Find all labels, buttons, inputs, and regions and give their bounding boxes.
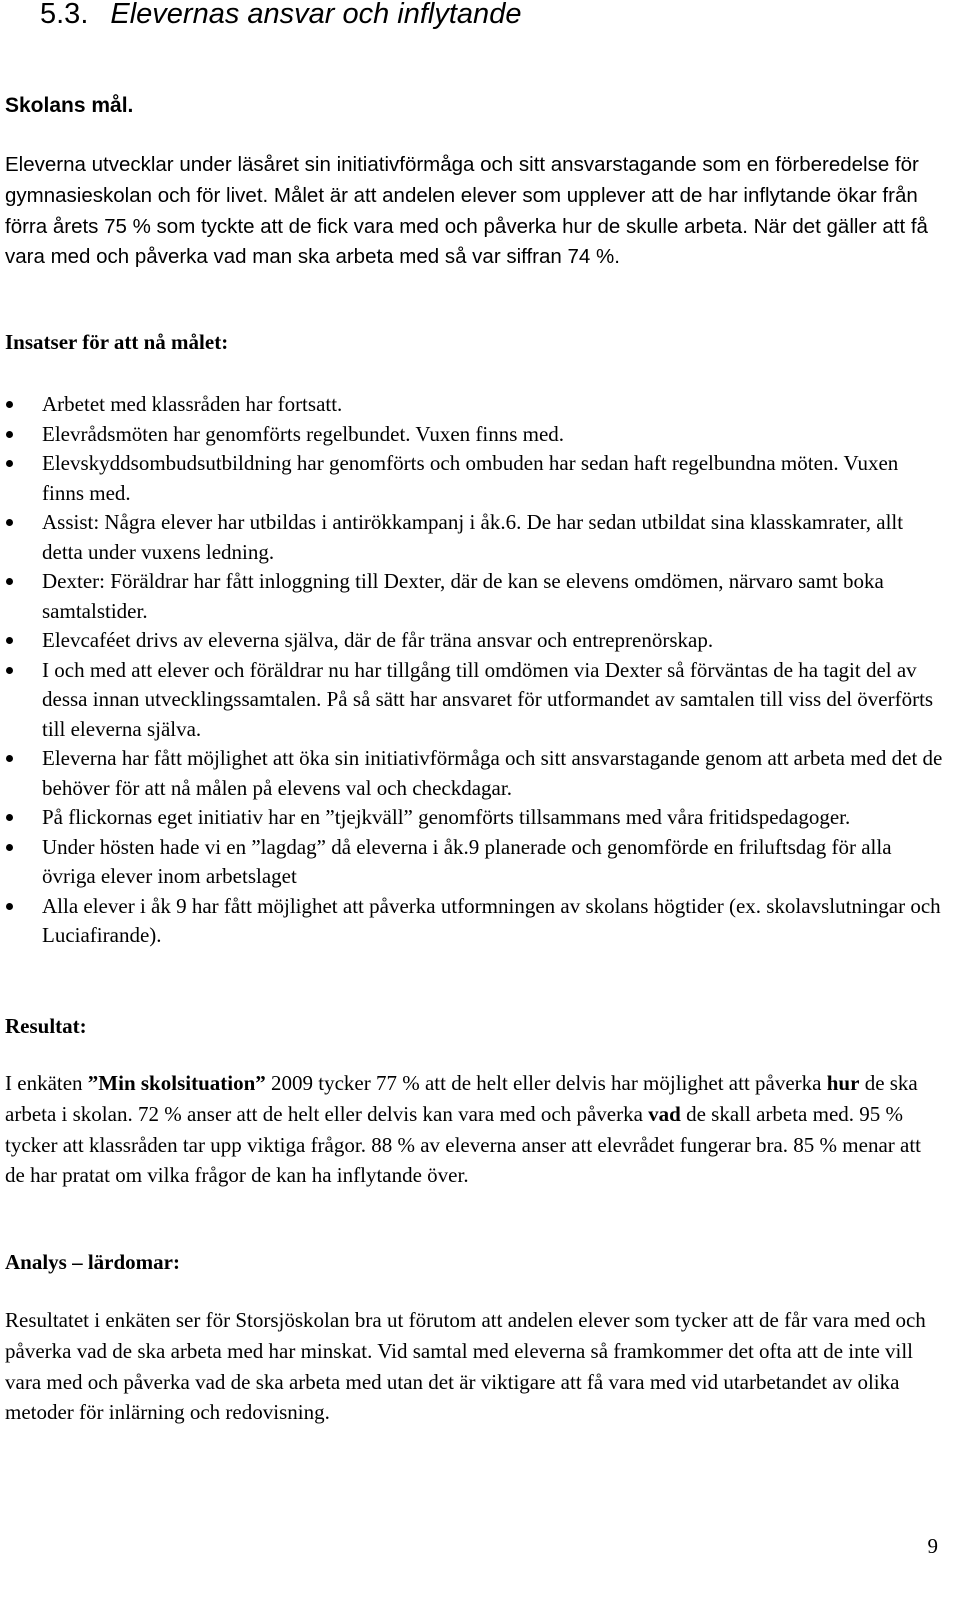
list-item: Elevcaféet drivs av eleverna själva, där de får träna ansvar och entreprenörskap. bbox=[5, 626, 945, 656]
page-number: 9 bbox=[927, 1534, 938, 1558]
result-text-part: 2009 tycker 77 % att de helt eller delvis har möjlighet att påverka bbox=[265, 1071, 827, 1095]
list-item: Assist: Några elever har utbildas i antirökkampanj i åk.6. De har sedan utbildat sina klasskamrater, allt detta under vuxens ledning. bbox=[5, 508, 945, 567]
section-heading bbox=[40, 0, 521, 34]
list-item: Elevrådsmöten har genomförts regelbundet. Vuxen finns med. bbox=[5, 420, 945, 450]
emphasis-hur: hur bbox=[826, 1071, 860, 1095]
actions-heading: Insatser för att nå målet: bbox=[5, 330, 229, 354]
actions-list bbox=[5, 390, 945, 951]
list-item: Eleverna har fått möjlighet att öka sin initiativförmåga och sitt ansvarstagande genom att arbeta med det de behöver för att nå målen på elevens val och checkdagar. bbox=[5, 744, 945, 803]
analysis-heading: Analys – lärdomar: bbox=[5, 1250, 180, 1274]
list-item: På flickornas eget initiativ har en ”tjejkväll” genomförts tillsammans med våra fritidspedagoger. bbox=[5, 803, 945, 833]
list-item: I och med att elever och föräldrar nu har tillgång till omdömen via Dexter så förväntas de ha tagit del av dessa innan utvecklingssamtalen. På så sätt har ansvaret för utformandet av samtalen till viss del överförts till eleverna själva. bbox=[5, 656, 945, 745]
result-heading: Resultat: bbox=[5, 1014, 87, 1038]
analysis-paragraph: Resultatet i enkäten ser för Storsjöskolan bra ut förutom att andelen elever som tycker att de får vara med och påverka vad de ska arbeta med har minskat. Vid samtal med eleverna så framkommer det ofta att de inte vill vara med och påverka vad de ska arbeta med utan det är viktigare att få vara med vid utarbetandet av olika metoder för inlärning och redovisning. bbox=[5, 1308, 926, 1425]
list-item: Dexter: Föräldrar har fått inloggning till Dexter, där de kan se elevens omdömen, närvaro samt boka samtalstider. bbox=[5, 567, 945, 626]
emphasis-vad: vad bbox=[648, 1101, 681, 1126]
section-title: Elevernas ansvar och inflytande bbox=[110, 0, 522, 30]
result-text-part: I enkäten bbox=[5, 1071, 88, 1095]
survey-name: ”Min skolsituation” bbox=[87, 1071, 266, 1095]
list-item: Arbetet med klassråden har fortsatt. bbox=[5, 390, 945, 420]
goal-heading: Skolans mål. bbox=[5, 94, 134, 117]
result-text-part: de skall arbeta med. 95 % tycker att klassråden tar upp viktiga frågor. 88 % av eleverna anser att elevrådet fungerar bra. 85 % menar att de har pratat om vilka frågor de kan ha inflytande över. bbox=[5, 1101, 922, 1188]
list-item: Elevskyddsombudsutbildning har genomförts och ombuden har sedan haft regelbundna möten. Vuxen finns med. bbox=[5, 449, 945, 508]
result-text-part: de ska arbeta i skolan. 72 % anser att de helt eller delvis kan vara med och påverka bbox=[5, 1071, 918, 1126]
result-paragraph bbox=[5, 1068, 945, 1191]
section-number: 5.3. bbox=[40, 0, 89, 30]
goal-paragraph: Eleverna utvecklar under läsåret sin initiativförmåga och sitt ansvarstagande som en förberedelse för gymnasieskolan och för livet. Målet är att andelen elever som upplever att de har inflytande ökar från förra årets 75 % som tyckte att de fick vara med och påverka hur de skulle arbeta. När det gäller att få vara med och påverka vad man ska arbeta med så var siffran 74 %. bbox=[5, 153, 928, 269]
list-item: Alla elever i åk 9 har fått möjlighet att påverka utformningen av skolans högtider (ex. skolavslutningar och Luciafirande). bbox=[5, 892, 945, 951]
list-item: Under hösten hade vi en ”lagdag” då eleverna i åk.9 planerade och genomförde en friluftsdag för alla övriga elever inom arbetslaget bbox=[5, 833, 945, 892]
